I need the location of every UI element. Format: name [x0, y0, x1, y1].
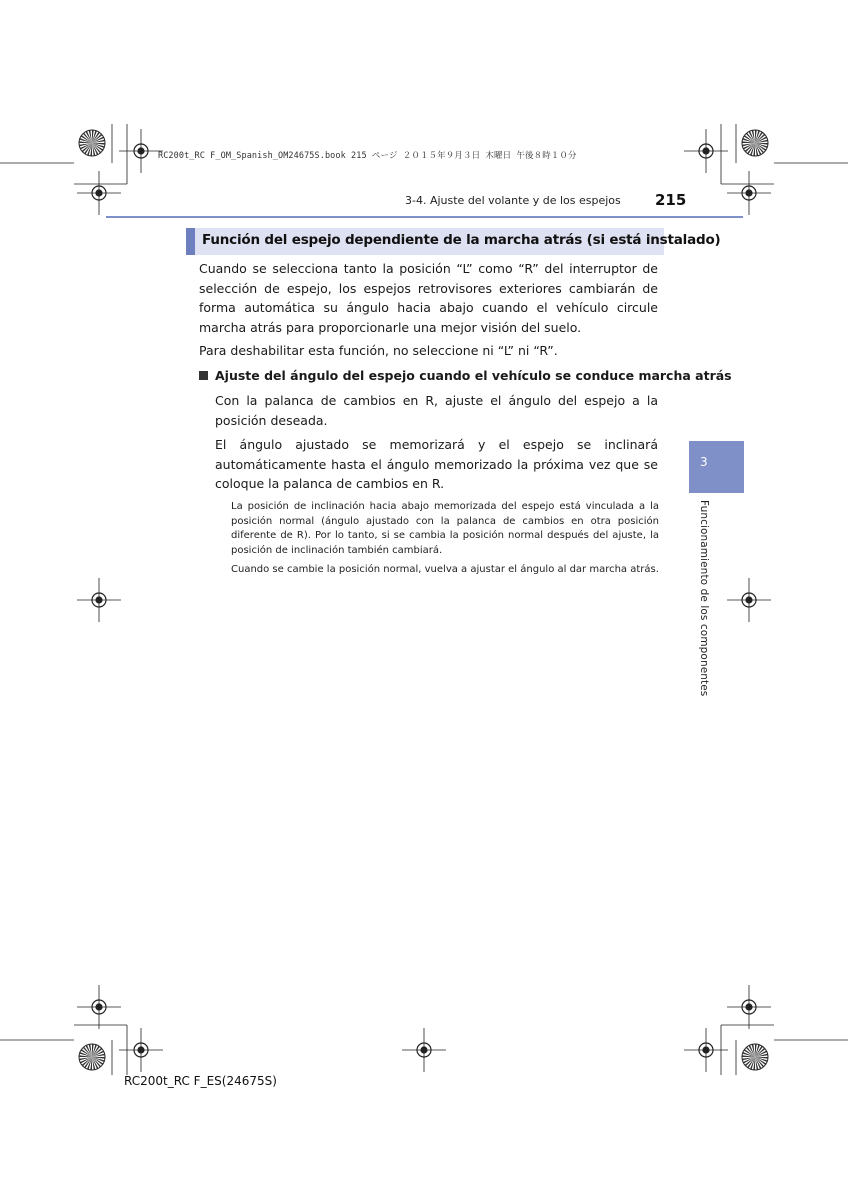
subsection-title: Ajuste del ángulo del espejo cuando el vehículo se conduce marcha atrás [215, 368, 732, 383]
chapter-tab [689, 441, 744, 493]
running-head: 3-4. Ajuste del volante y de los espejos [405, 194, 621, 207]
color-wheel-icon [742, 1044, 768, 1070]
registration-mark-icon [727, 578, 771, 622]
registration-mark-icon [402, 1028, 446, 1072]
footer-code: RC200t_RC F_ES(24675S) [124, 1074, 277, 1088]
note-text: La posición de inclinación hacia abajo memorizada del espejo está vinculada a la posición normal (ángulo ajustado con la palanca de cambios en otra posición diferente de R). Por lo tanto, si se cambia la posición normal después del ajuste, la posición de inclinación también cambiará. [231, 501, 659, 556]
body-paragraph: Para deshabilitar esta función, no seleccione ni “L” ni “R”. [199, 343, 558, 358]
registration-mark-icon [119, 1028, 163, 1072]
registration-mark-icon [77, 985, 121, 1029]
square-bullet-icon [199, 371, 208, 380]
page-number: 215 [655, 191, 687, 209]
subsection-paragraph: El ángulo ajustado se memorizará y el espejo se inclinará automáticamente hasta el ángulo memorizado la próxima vez que se coloque la palanca de cambios en R. [215, 437, 658, 491]
section-heading-bar [186, 228, 721, 255]
subsection-heading [199, 366, 732, 386]
header-rule [106, 216, 743, 218]
registration-mark-icon [727, 985, 771, 1029]
registration-mark-icon [119, 129, 163, 173]
subsection-paragraph: Con la palanca de cambios en R, ajuste el ángulo del espejo a la posición deseada. [215, 393, 658, 428]
section-title: Función del espejo dependiente de la marcha atrás (si está instalado) [202, 232, 721, 248]
registration-mark-icon [684, 129, 728, 173]
registration-mark-icon [684, 1028, 728, 1072]
registration-mark-icon [77, 171, 121, 215]
color-wheel-icon [79, 130, 105, 156]
print-header: RC200t_RC F_OM_Spanish_OM24675S.book 215 ページ ２０１５年９月３日 木曜日 午後８時１０分 [158, 151, 577, 161]
registration-mark-icon [727, 171, 771, 215]
color-wheel-icon [742, 130, 768, 156]
color-wheel-icon [79, 1044, 105, 1070]
registration-mark-icon [77, 578, 121, 622]
note-text: Cuando se cambie la posición normal, vuelva a ajustar el ángulo al dar marcha atrás. [231, 564, 659, 575]
body-paragraph: Cuando se selecciona tanto la posición “L” como “R” del interruptor de selección de espejo, los espejos retrovisores exteriores cambiarán de forma automática su ángulo hacia abajo cuando el vehículo circule marcha atrás para proporcionarle una mejor visión del suelo. [199, 261, 658, 335]
chapter-title: Funcionamiento de los componentes [698, 500, 710, 697]
chapter-number: 3 [700, 455, 708, 469]
